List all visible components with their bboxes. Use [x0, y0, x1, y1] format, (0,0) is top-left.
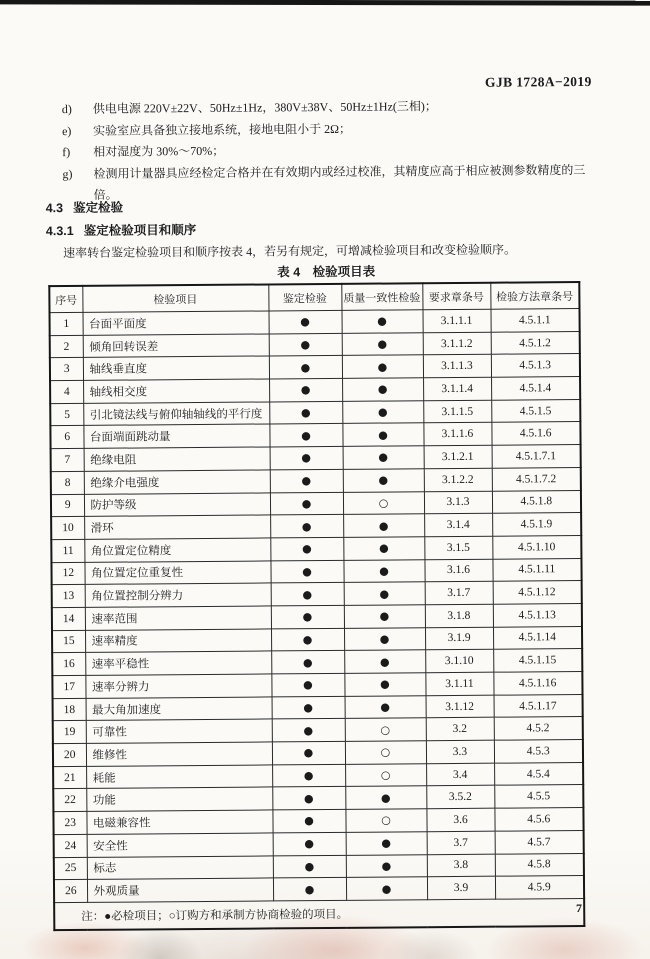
inspection-item: 速率精度: [85, 629, 271, 653]
qualification-mark: ●: [270, 469, 343, 492]
inspection-item: 速率平稳性: [85, 651, 271, 675]
consistency-mark: ○: [345, 741, 426, 764]
table-caption: 表 4 检验项目表: [277, 264, 376, 280]
method-clause: 4.5.1.11: [492, 558, 581, 581]
standard-code: GJB 1728A−2019: [484, 73, 592, 90]
consistency-mark: ●: [344, 650, 425, 673]
row-number: 16: [52, 653, 85, 676]
requirement-clause: 3.9: [427, 876, 495, 899]
requirement-clause: 3.1.11: [425, 672, 493, 695]
row-number: 23: [53, 812, 86, 835]
qualification-mark: ●: [272, 719, 345, 742]
method-clause: 4.5.2: [494, 717, 583, 740]
inspection-item: 台面端面跳动量: [83, 424, 269, 448]
method-clause: 4.5.4: [494, 762, 583, 785]
list-item-text: 相对湿度为 30%～70%；: [93, 143, 225, 159]
consistency-mark: ○: [343, 491, 424, 514]
requirement-clause: 3.6: [426, 808, 494, 831]
consistency-mark: ○: [345, 718, 426, 741]
table-body: [50, 309, 585, 903]
qualification-mark: ●: [270, 537, 343, 560]
col-header-method-clause: 检验方法章条号: [490, 282, 579, 309]
qualification-mark: ●: [273, 878, 346, 901]
col-header-requirement-clause: 要求章条号: [422, 283, 490, 310]
col-header-consistency: 质量一致性检验: [341, 283, 422, 310]
consistency-mark: ○: [345, 763, 426, 786]
consistency-mark: ●: [342, 332, 423, 355]
requirement-clause: 3.1.2.2: [424, 468, 492, 491]
consistency-mark: ●: [345, 695, 426, 718]
requirement-list: [62, 95, 595, 207]
qualification-mark: ●: [270, 515, 343, 538]
row-number: 3: [50, 358, 83, 381]
page-number: 7: [576, 901, 582, 915]
row-number: 19: [53, 721, 86, 744]
row-number: 2: [50, 335, 83, 358]
requirement-clause: 3.1.7: [425, 581, 493, 604]
section-number: 4.3.1: [45, 223, 74, 239]
list-item-label: f): [62, 145, 71, 160]
qualification-mark: ●: [271, 628, 344, 651]
inspection-item: 绝缘介电强度: [84, 470, 270, 494]
method-clause: 4.5.1.1: [490, 309, 579, 332]
requirement-clause: 3.1.3: [424, 491, 492, 514]
section-title: 鉴定检验: [73, 200, 124, 215]
requirement-clause: 3.1.1.1: [422, 309, 490, 332]
row-number: 21: [53, 766, 86, 789]
requirement-clause: 3.1.2.1: [424, 445, 492, 468]
section-number: 4.3: [45, 201, 64, 216]
requirement-clause: 3.1.5: [424, 536, 492, 559]
requirement-clause: 3.1.10: [425, 650, 493, 673]
inspection-item: 电磁兼容性: [86, 810, 272, 834]
body-paragraph: 速率转台鉴定检验项目和顺序按表 4，若另有规定，可增减检验项目和改变检验顺序。: [62, 242, 517, 261]
method-clause: 4.5.1.2: [491, 331, 580, 354]
row-number: 6: [50, 426, 83, 449]
method-clause: 4.5.1.5: [491, 399, 580, 422]
requirement-clause: 3.2: [426, 718, 494, 741]
row-number: 18: [53, 698, 86, 721]
consistency-mark: ○: [345, 809, 426, 832]
qualification-mark: ●: [272, 787, 345, 810]
inspection-items-table: [48, 281, 585, 931]
inspection-item: 倾角回转误差: [83, 334, 269, 358]
requirement-clause: 3.5.2: [426, 786, 494, 809]
qualification-mark: ●: [273, 832, 346, 855]
inspection-item: 安全性: [87, 833, 273, 857]
inspection-item: 外观质量: [87, 878, 273, 902]
method-clause: 4.5.1.12: [493, 581, 582, 604]
qualification-mark: ●: [272, 809, 345, 832]
inspection-item: 耗能: [86, 765, 272, 789]
method-clause: 4.5.1.8: [492, 490, 581, 513]
inspection-item: 引北镜法线与俯仰轴轴线的平行度: [83, 402, 269, 426]
requirement-clause: 3.4: [426, 763, 494, 786]
requirement-clause: 3.1.12: [426, 695, 494, 718]
consistency-mark: ●: [342, 400, 423, 423]
consistency-mark: ●: [344, 582, 425, 605]
requirement-clause: 3.1.4: [424, 513, 492, 536]
row-number: 7: [51, 449, 84, 472]
consistency-mark: ●: [346, 832, 427, 855]
inspection-item: 角位置定位重复性: [84, 561, 270, 585]
method-clause: 4.5.1.17: [494, 694, 583, 717]
section-heading-4-3-1: [46, 220, 196, 239]
inspection-item: 维修性: [86, 742, 272, 766]
col-header-row-number: 序号: [49, 286, 82, 313]
consistency-mark: ●: [342, 355, 423, 378]
row-number: 9: [51, 494, 84, 517]
table-note: 注：●必检项目；○订购方和承制方协商检验的项目。: [54, 898, 584, 930]
method-clause: 4.5.1.16: [493, 671, 582, 694]
qualification-mark: ●: [272, 764, 345, 787]
qualification-mark: ●: [269, 356, 342, 379]
row-number: 11: [51, 539, 84, 562]
col-header-qualification: 鉴定检验: [268, 284, 341, 311]
consistency-mark: ●: [343, 446, 424, 469]
qualification-mark: ●: [271, 605, 344, 628]
table-header: [49, 282, 579, 313]
method-clause: 4.5.3: [494, 740, 583, 763]
row-number: 10: [51, 517, 84, 540]
section-title: 鉴定检验项目和顺序: [83, 223, 197, 238]
row-number: 13: [52, 585, 85, 608]
method-clause: 4.5.1.15: [493, 649, 582, 672]
section-heading-4-3: [46, 198, 124, 217]
list-item-label: g): [62, 166, 73, 181]
consistency-mark: ●: [343, 537, 424, 560]
list-item-text: 检测用计量器具应经检定合格并在有效期内或经过校准，其精度应高于相应被测参数精度的三倍。: [93, 162, 586, 202]
consistency-mark: ●: [342, 423, 423, 446]
inspection-item: 角位置控制分辨力: [85, 583, 271, 607]
consistency-mark: ●: [345, 786, 426, 809]
method-clause: 4.5.1.13: [493, 603, 582, 626]
row-number: 14: [52, 607, 85, 630]
qualification-mark: ●: [270, 560, 343, 583]
row-number: 24: [54, 834, 87, 857]
method-clause: 4.5.9: [495, 876, 584, 899]
list-item: [62, 159, 594, 206]
inspection-item: 角位置定位精度: [84, 538, 270, 562]
inspection-item: 功能: [86, 787, 272, 811]
method-clause: 4.5.1.4: [491, 377, 580, 400]
requirement-clause: 3.1.1.3: [423, 355, 491, 378]
qualification-mark: ●: [273, 855, 346, 878]
method-clause: 4.5.1.7.1: [492, 445, 581, 468]
requirement-clause: 3.1.1.6: [423, 423, 491, 446]
method-clause: 4.5.1.9: [492, 513, 581, 536]
col-header-inspection-item: 检验项目: [82, 284, 268, 312]
list-item-text: 供电电源 220V±22V、50Hz±1Hz，380V±38V、50Hz±1Hz(三相)；: [92, 99, 437, 116]
row-number: 12: [51, 562, 84, 585]
inspection-item: 滑环: [84, 515, 270, 539]
qualification-mark: ●: [271, 651, 344, 674]
row-number: 5: [50, 403, 83, 426]
row-number: 26: [54, 880, 87, 903]
consistency-mark: ●: [343, 514, 424, 537]
method-clause: 4.5.5: [494, 785, 583, 808]
qualification-mark: ●: [270, 446, 343, 469]
method-clause: 4.5.7: [495, 830, 584, 853]
consistency-mark: ●: [343, 559, 424, 582]
requirement-clause: 3.1.8: [425, 604, 493, 627]
inspection-item: 标志: [87, 855, 273, 879]
method-clause: 4.5.6: [494, 808, 583, 831]
method-clause: 4.5.1.7.2: [492, 467, 581, 490]
consistency-mark: ●: [344, 673, 425, 696]
inspection-item: 绝缘电阻: [84, 447, 270, 471]
inspection-item: 轴线垂直度: [83, 356, 269, 380]
inspection-item: 防护等级: [84, 492, 270, 516]
qualification-mark: ●: [271, 583, 344, 606]
method-clause: 4.5.1.6: [491, 422, 580, 445]
row-number: 1: [50, 312, 83, 335]
row-number: 25: [54, 857, 87, 880]
consistency-mark: ●: [344, 605, 425, 628]
table-note-row: [54, 898, 584, 930]
requirement-clause: 3.3: [426, 740, 494, 763]
qualification-mark: ●: [272, 696, 345, 719]
list-item-label: e): [62, 123, 72, 138]
consistency-mark: ●: [344, 627, 425, 650]
qualification-mark: ●: [272, 741, 345, 764]
qualification-mark: ●: [268, 310, 341, 333]
requirement-clause: 3.8: [427, 854, 495, 877]
method-clause: 4.5.1.3: [491, 354, 580, 377]
row-number: 8: [51, 471, 84, 494]
inspection-item: 台面平面度: [83, 311, 269, 335]
requirement-clause: 3.1.1.4: [423, 377, 491, 400]
requirement-clause: 3.1.6: [424, 559, 492, 582]
method-clause: 4.5.1.14: [493, 626, 582, 649]
row-number: 20: [53, 743, 86, 766]
requirement-clause: 3.1.1.2: [423, 332, 491, 355]
requirement-clause: 3.1.1.5: [423, 400, 491, 423]
list-item-text: 实验室应具备独立接地系统，接地电阻小于 2Ω；: [93, 121, 352, 138]
requirement-clause: 3.7: [427, 831, 495, 854]
method-clause: 4.5.1.10: [492, 535, 581, 558]
consistency-mark: ●: [346, 854, 427, 877]
row-number: 15: [52, 630, 85, 653]
inspection-item: 可靠性: [86, 719, 272, 743]
inspection-item: 轴线相交度: [83, 379, 269, 403]
inspection-item: 速率范围: [85, 606, 271, 630]
consistency-mark: ●: [346, 877, 427, 900]
list-item-label: d): [61, 101, 72, 117]
row-number: 17: [52, 675, 85, 698]
requirement-clause: 3.1.9: [425, 627, 493, 650]
qualification-mark: ●: [269, 401, 342, 424]
inspection-item: 速率分辨力: [85, 674, 271, 698]
consistency-mark: ●: [341, 310, 422, 333]
qualification-mark: ●: [271, 673, 344, 696]
inspection-item: 最大角加速度: [86, 697, 272, 721]
qualification-mark: ●: [269, 378, 342, 401]
consistency-mark: ●: [343, 469, 424, 492]
qualification-mark: ●: [269, 424, 342, 447]
row-number: 22: [53, 789, 86, 812]
row-number: 4: [50, 380, 83, 403]
consistency-mark: ●: [342, 378, 423, 401]
qualification-mark: ●: [270, 492, 343, 515]
method-clause: 4.5.8: [495, 853, 584, 876]
qualification-mark: ●: [269, 333, 342, 356]
